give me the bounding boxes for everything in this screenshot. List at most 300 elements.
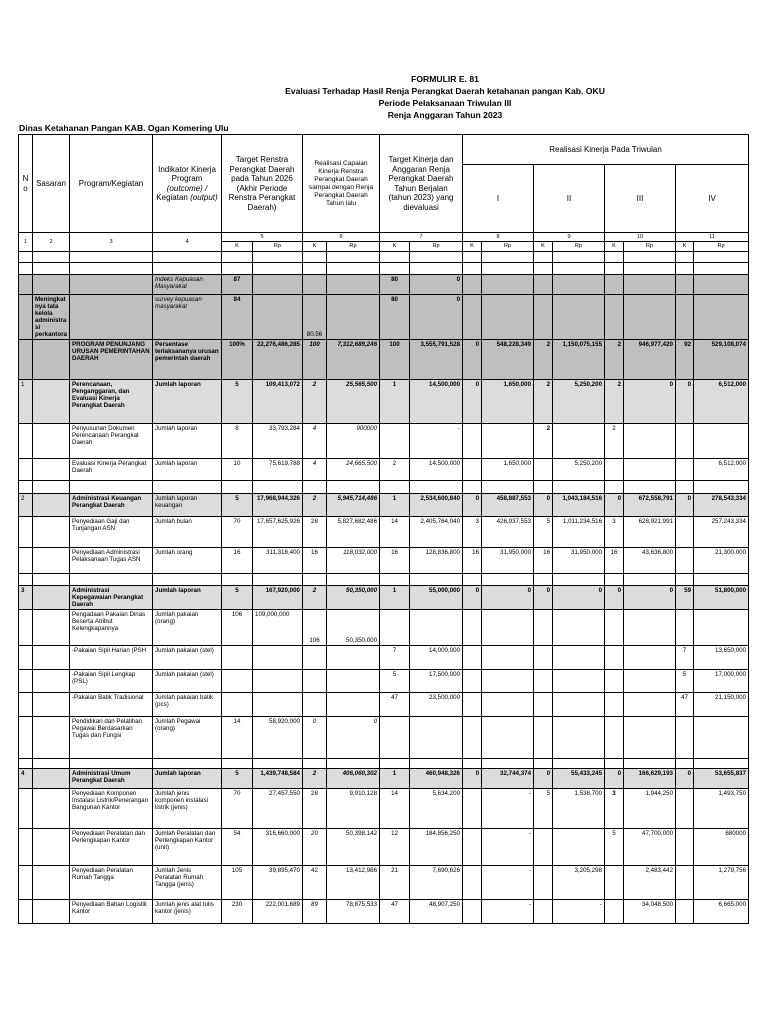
empty-cell: [676, 275, 694, 295]
empty-cell: [605, 252, 624, 263]
table-cell: 2: [303, 586, 327, 610]
table-cell: 0: [605, 769, 624, 789]
rp-label: Rp: [482, 242, 534, 252]
table-cell: 230: [222, 900, 253, 924]
rp-label: Rp: [694, 242, 749, 252]
empty-cell: [380, 252, 410, 263]
table-cell: Jumlah pakaian batik (pcs): [153, 693, 222, 717]
col-indikator: Indikator Kinerja Program (outcome) / Kegiatan (output): [153, 135, 222, 233]
empty-cell: [676, 900, 694, 924]
rp-label: Rp: [624, 242, 676, 252]
empty-cell: [253, 693, 303, 717]
table-cell: 426,937,553: [482, 517, 534, 548]
table-cell: 23,500,000: [410, 693, 463, 717]
table-cell: 1,043,184,516: [553, 494, 605, 517]
empty-cell: [605, 275, 624, 295]
table-cell: 59: [676, 586, 694, 610]
table-cell: 16: [534, 548, 553, 574]
table-cell: 84: [222, 295, 253, 340]
empty-cell: [70, 252, 153, 263]
table-cell: Jumlah Pegawai (orang): [153, 717, 222, 759]
table-cell: 3,205,298: [553, 866, 605, 900]
table-cell: 316,660,000: [253, 829, 303, 866]
table-cell: 2: [605, 424, 624, 459]
empty-cell: [253, 670, 303, 693]
table-cell: 14,000,000: [410, 646, 463, 670]
table-cell: 13,650,000: [694, 646, 749, 670]
table-cell: 5,634,200: [410, 789, 463, 829]
table-cell: 47: [380, 900, 410, 924]
table-cell: 17,000,000: [694, 670, 749, 693]
empty-cell: [19, 670, 33, 693]
table-cell: 167,920,000: [253, 586, 303, 610]
empty-cell: [70, 295, 153, 340]
form-period: Periode Pelaksanaan Triwulan III: [378, 98, 512, 108]
table-cell: 10: [222, 459, 253, 481]
empty-cell: [482, 574, 534, 586]
table-cell: 5: [222, 380, 253, 424]
col-q2: II: [534, 165, 605, 233]
table-cell: 16: [222, 548, 253, 574]
table-cell: Jumlah laporan keuangan: [153, 494, 222, 517]
table-row: [19, 548, 749, 574]
table-cell: 5: [222, 769, 253, 789]
num-3: 3: [70, 233, 153, 252]
empty-cell: [676, 610, 694, 646]
table-cell: 2: [303, 769, 327, 789]
empty-cell: [19, 646, 33, 670]
empty-cell: [19, 295, 33, 340]
empty-cell: [482, 263, 534, 275]
table-cell: 222,001,689: [253, 900, 303, 924]
empty-cell: [327, 252, 380, 263]
table-cell: -Pakaian Batik Tradisional: [70, 693, 153, 717]
table-cell: Indeks Kepuasan Masyarakat: [153, 275, 222, 295]
empty-cell: [253, 275, 303, 295]
empty-cell: [534, 275, 553, 295]
table-cell: 50,350,000: [327, 586, 380, 610]
empty-cell: [482, 424, 534, 459]
empty-cell: [624, 670, 676, 693]
empty-cell: [222, 263, 253, 275]
table-cell: Jumlah bulan: [153, 517, 222, 548]
form-header: [0, 73, 768, 121]
table-cell: -Pakaian Sipil Lengkap (PSL): [70, 670, 153, 693]
empty-cell: [534, 900, 553, 924]
empty-cell: [222, 481, 253, 494]
table-cell: 680000: [694, 829, 749, 866]
empty-cell: [676, 759, 694, 769]
empty-cell: [534, 610, 553, 646]
table-cell: 2: [605, 380, 624, 424]
table-cell: 184,856,250: [410, 829, 463, 866]
table-row: [19, 459, 749, 481]
num-2: 2: [33, 233, 70, 252]
empty-cell: [33, 646, 70, 670]
empty-cell: [33, 900, 70, 924]
empty-cell: [222, 574, 253, 586]
empty-cell: [553, 759, 605, 769]
empty-cell: [676, 481, 694, 494]
table-cell: 4: [303, 424, 327, 459]
table-cell: 0: [303, 717, 327, 759]
empty-cell: [327, 693, 380, 717]
empty-cell: [482, 759, 534, 769]
empty-cell: [605, 717, 624, 759]
empty-cell: [463, 693, 482, 717]
empty-cell: [410, 610, 463, 646]
table-cell: 22,276,486,285: [253, 340, 303, 380]
empty-cell: [33, 252, 70, 263]
empty-cell: [19, 610, 33, 646]
k-label: K: [676, 242, 694, 252]
empty-cell: [605, 759, 624, 769]
empty-cell: [70, 275, 153, 295]
table-row: [19, 789, 749, 829]
table-cell: 34,048,500: [624, 900, 676, 924]
table-cell: 6,665,000: [694, 900, 749, 924]
empty-cell: [33, 459, 70, 481]
empty-cell: [694, 717, 749, 759]
table-cell: 900000: [327, 424, 380, 459]
empty-cell: [253, 759, 303, 769]
empty-cell: [463, 759, 482, 769]
table-row: [19, 610, 749, 646]
table-cell: 16: [463, 548, 482, 574]
table-cell: 460,948,326: [410, 769, 463, 789]
empty-cell: [676, 866, 694, 900]
empty-cell: [605, 670, 624, 693]
empty-cell: [222, 252, 253, 263]
table-cell: 55,433,245: [553, 769, 605, 789]
num-10: 10: [605, 233, 676, 242]
col-target-kinerja: Target Kinerja dan Anggaran Renja Perangkat Daerah Tahun Berjalan (tahun 2023) yang dievaluasi: [380, 135, 463, 233]
table-cell: 7,312,689,246: [327, 340, 380, 380]
empty-cell: [380, 481, 410, 494]
empty-cell: [19, 866, 33, 900]
table-cell: -: [553, 900, 605, 924]
table-cell: 50,350,000: [327, 610, 380, 646]
empty-cell: [553, 481, 605, 494]
table-cell: 1,493,750: [694, 789, 749, 829]
col-q3: III: [605, 165, 676, 233]
table-cell: 55,000,000: [410, 586, 463, 610]
table-cell: 100: [380, 340, 410, 380]
empty-cell: [19, 717, 33, 759]
table-cell: 80: [380, 295, 410, 340]
table-cell: -: [410, 424, 463, 459]
table-row: [19, 295, 749, 340]
table-cell: 106: [222, 610, 253, 646]
table-cell: 8: [222, 424, 253, 459]
table-cell: 1: [380, 494, 410, 517]
empty-cell: [253, 263, 303, 275]
table-cell: 25,565,500: [327, 380, 380, 424]
table-cell: 5,250,200: [553, 380, 605, 424]
table-cell: 17,500,000: [410, 670, 463, 693]
empty-cell: [624, 646, 676, 670]
col-realisasi-capaian: Realisasi Capaian Kinerja Renstra Perangkat Daerah sampai dengan Renja Perangkat Daerah Tahun lalu: [303, 135, 380, 233]
table-cell: 5: [222, 494, 253, 517]
empty-cell: [303, 263, 327, 275]
empty-cell: [676, 789, 694, 829]
form-code: FORMULIR E. 81: [411, 74, 479, 84]
table-cell: 0: [463, 494, 482, 517]
empty-cell: [694, 252, 749, 263]
table-cell: 1,279,756: [694, 866, 749, 900]
table-cell: -: [482, 900, 534, 924]
table-cell: 100%: [222, 340, 253, 380]
table-cell: -: [482, 829, 534, 866]
table-cell: 58,920,000: [253, 717, 303, 759]
empty-cell: [253, 646, 303, 670]
table-cell: 16: [605, 548, 624, 574]
empty-cell: [33, 759, 70, 769]
empty-cell: [694, 574, 749, 586]
table-cell: 0: [553, 586, 605, 610]
empty-cell: [482, 693, 534, 717]
table-cell: 3: [605, 789, 624, 829]
rp-label: Rp: [553, 242, 605, 252]
table-cell: Penyediaan Gaji dan Tunjangan ASN: [70, 517, 153, 548]
table-cell: 7,690,626: [410, 866, 463, 900]
table-row: [19, 866, 749, 900]
table-cell: 311,318,400: [253, 548, 303, 574]
num-11: 11: [676, 233, 749, 242]
empty-cell: [19, 481, 33, 494]
empty-cell: [303, 252, 327, 263]
empty-cell: [19, 759, 33, 769]
empty-cell: [410, 759, 463, 769]
empty-cell: [303, 481, 327, 494]
table-cell: 548,228,349: [482, 340, 534, 380]
table-cell: 166,629,193: [624, 769, 676, 789]
empty-cell: [33, 693, 70, 717]
table-cell: 2: [380, 459, 410, 481]
table-cell: 17,657,625,926: [253, 517, 303, 548]
empty-cell: [33, 717, 70, 759]
table-row: [19, 424, 749, 459]
empty-cell: [19, 424, 33, 459]
empty-cell: [553, 424, 605, 459]
empty-cell: [253, 252, 303, 263]
empty-cell: [624, 275, 676, 295]
table-cell: 27,457,550: [253, 789, 303, 829]
table-cell: 5,250,200: [553, 459, 605, 481]
empty-cell: [605, 574, 624, 586]
empty-cell: [463, 263, 482, 275]
empty-cell: [624, 610, 676, 646]
empty-cell: [380, 424, 410, 459]
table-cell: 0: [482, 586, 534, 610]
empty-cell: [19, 693, 33, 717]
empty-cell: [482, 646, 534, 670]
table-cell: 89: [303, 900, 327, 924]
table-cell: 21,150,000: [694, 693, 749, 717]
empty-cell: [222, 693, 253, 717]
table-cell: 1: [380, 586, 410, 610]
empty-cell: [19, 900, 33, 924]
table-cell: 47: [676, 693, 694, 717]
table-cell: 32,744,374: [482, 769, 534, 789]
num-9: 9: [534, 233, 605, 242]
empty-cell: [153, 759, 222, 769]
table-row: [19, 494, 749, 517]
empty-cell: [534, 459, 553, 481]
table-cell: 0: [534, 494, 553, 517]
num-1: 1: [19, 233, 33, 252]
table-cell: Jumlah laporan: [153, 380, 222, 424]
table-cell: 628,921,991: [624, 517, 676, 548]
empty-cell: [676, 424, 694, 459]
table-cell: 12: [380, 829, 410, 866]
table-cell: 24,665,500: [327, 459, 380, 481]
table-cell: 278,543,334: [694, 494, 749, 517]
k-label: K: [303, 242, 327, 252]
table-cell: 946,977,420: [624, 340, 676, 380]
rp-label: Rp: [327, 242, 380, 252]
empty-cell: [410, 717, 463, 759]
table-cell: 39,895,470: [253, 866, 303, 900]
col-q1: I: [463, 165, 534, 233]
empty-cell: [19, 574, 33, 586]
table-cell: Jumlah laporan: [153, 424, 222, 459]
table-cell: Penyediaan Peralatan Rumah Tangga: [70, 866, 153, 900]
table-cell: 2: [19, 494, 33, 517]
table-cell: 2: [303, 494, 327, 517]
table-cell: 47,700,000: [624, 829, 676, 866]
empty-cell: [624, 424, 676, 459]
table-cell: 0: [676, 380, 694, 424]
table-cell: 672,558,791: [624, 494, 676, 517]
table-cell: 7: [676, 646, 694, 670]
empty-cell: [33, 866, 70, 900]
empty-cell: [463, 610, 482, 646]
table-cell: 78,875,533: [327, 900, 380, 924]
table-cell: 0: [534, 586, 553, 610]
table-cell: 128,836,800: [410, 548, 463, 574]
table-cell: Jumlah pakaian (stel): [153, 646, 222, 670]
table-cell: 0: [605, 586, 624, 610]
table-cell: 33,793,284: [253, 424, 303, 459]
table-cell: 0: [463, 340, 482, 380]
table-cell: 28: [303, 789, 327, 829]
empty-cell: [380, 263, 410, 275]
table-cell: Penyediaan Administrasi Pelaksanaan Tugas ASN: [70, 548, 153, 574]
table-cell: Penyusunan Dokumen Perencanaan Perangkat Daerah: [70, 424, 153, 459]
table-cell: 106: [303, 610, 327, 646]
empty-cell: [553, 717, 605, 759]
col-sasaran: Sasaran: [33, 135, 70, 233]
table-cell: 257,243,334: [694, 517, 749, 548]
empty-cell: [534, 252, 553, 263]
empty-cell: [676, 517, 694, 548]
empty-cell: [327, 646, 380, 670]
empty-cell: [624, 693, 676, 717]
col-target-renstra: Target Renstra Perangkat Daerah pada Tahun 2026 (Akhir Periode Renstra Perangkat Daerah): [222, 135, 303, 233]
empty-cell: [676, 295, 694, 340]
table-cell: 0: [410, 295, 463, 340]
table-cell: 31,950,000: [553, 548, 605, 574]
empty-cell: [253, 295, 303, 340]
table-cell: 14: [380, 517, 410, 548]
empty-cell: [380, 574, 410, 586]
empty-cell: [33, 424, 70, 459]
empty-cell: [33, 263, 70, 275]
empty-cell: [327, 263, 380, 275]
table-cell: Meningkat nya tata kelola administra si perkantora: [33, 295, 70, 340]
table-cell: 1,650,000: [482, 459, 534, 481]
empty-cell: [534, 759, 553, 769]
k-label: K: [605, 242, 624, 252]
table-row: [19, 646, 749, 670]
table-row: [19, 693, 749, 717]
table-cell: 7: [380, 646, 410, 670]
table-cell: 1: [380, 769, 410, 789]
empty-cell: [482, 670, 534, 693]
empty-cell: [463, 574, 482, 586]
empty-cell: [605, 866, 624, 900]
table-cell: 51,800,000: [694, 586, 749, 610]
table-row: [19, 829, 749, 866]
empty-cell: [33, 494, 70, 517]
empty-cell: [605, 646, 624, 670]
table-cell: 87: [222, 275, 253, 295]
table-cell: 2: [303, 380, 327, 424]
table-cell: 16: [303, 548, 327, 574]
table-cell: 529,108,074: [694, 340, 749, 380]
empty-cell: [553, 646, 605, 670]
table-cell: Penyediaan Peralatan dan Perlengkapan Kantor: [70, 829, 153, 866]
empty-cell: [534, 263, 553, 275]
empty-cell: [33, 481, 70, 494]
table-cell: 0: [624, 380, 676, 424]
empty-cell: [33, 829, 70, 866]
table-cell: 2: [534, 424, 553, 459]
empty-cell: [33, 340, 70, 380]
table-cell: 0: [463, 586, 482, 610]
empty-cell: [33, 574, 70, 586]
empty-cell: [553, 693, 605, 717]
empty-cell: [380, 759, 410, 769]
table-cell: Jumlah laporan: [153, 586, 222, 610]
table-cell: 2,483,442: [624, 866, 676, 900]
table-cell: 406,060,302: [327, 769, 380, 789]
empty-cell: [222, 670, 253, 693]
table-cell: 0: [605, 494, 624, 517]
empty-cell: [19, 263, 33, 275]
empty-cell: [676, 459, 694, 481]
empty-cell: [19, 340, 33, 380]
table-cell: 5: [222, 586, 253, 610]
empty-cell: [463, 717, 482, 759]
empty-cell: [534, 574, 553, 586]
empty-cell: [463, 424, 482, 459]
empty-cell: [553, 263, 605, 275]
k-label: K: [222, 242, 253, 252]
table-row: [19, 769, 749, 789]
table-cell: Jumlah laporan: [153, 459, 222, 481]
empty-cell: [70, 759, 153, 769]
table-cell: 9,910,128: [327, 789, 380, 829]
empty-cell: [410, 481, 463, 494]
table-cell: 1,944,250: [624, 789, 676, 829]
table-cell: 4: [19, 769, 33, 789]
empty-cell: [153, 252, 222, 263]
empty-cell: [410, 263, 463, 275]
empty-cell: [624, 252, 676, 263]
table-cell: Pengadaan Pakaian Dinas Beserta Atribut Kelengkapannya: [70, 610, 153, 646]
